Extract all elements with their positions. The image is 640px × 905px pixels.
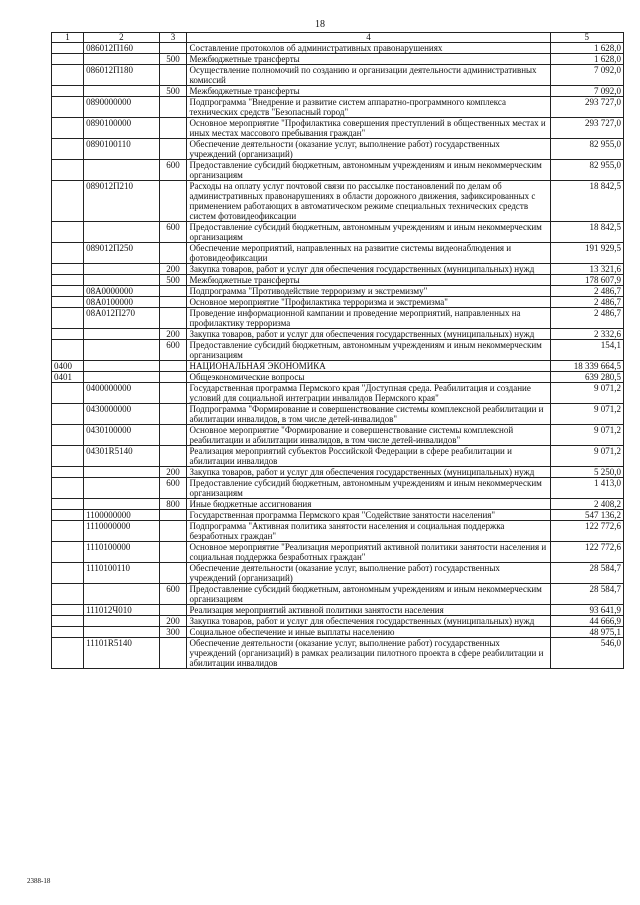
- cell-description: Закупка товаров, работ и услуг для обеспечения государственных (муниципальных) нужд: [187, 467, 550, 478]
- cell-amount: 28 584,7: [550, 563, 623, 584]
- cell-section-code: [52, 297, 84, 308]
- cell-expense-type: 200: [159, 467, 187, 478]
- table-row: [52, 329, 624, 340]
- table-row: [52, 275, 624, 286]
- cell-description: Обеспечение деятельности (оказание услуг, выполнение работ) государственных учреждений (организаций) в рамках реализации пилотного проекта в сфере реабилитации и абилитации инвалидов: [187, 638, 550, 669]
- header-col-5: 5: [550, 33, 623, 43]
- table-row: [52, 563, 624, 584]
- table-row: [52, 467, 624, 478]
- cell-description: Предоставление субсидий бюджетным, автономным учреждениям и иным некоммерческим организациям: [187, 584, 550, 605]
- table-row: [52, 605, 624, 616]
- cell-description: Общеэкономические вопросы: [187, 372, 550, 383]
- cell-expense-type: 200: [159, 329, 187, 340]
- cell-section-code: [52, 446, 84, 467]
- cell-description: Проведение информационной кампании и проведение мероприятий, направленных на профилактику терроризма: [187, 308, 550, 329]
- cell-description: Составление протоколов об административных правонарушениях: [187, 43, 550, 54]
- table-row: [52, 627, 624, 638]
- table-header: [52, 33, 624, 43]
- cell-target-code: [84, 616, 160, 627]
- cell-description: Межбюджетные трансферты: [187, 275, 550, 286]
- cell-target-code: 04301R5140: [84, 446, 160, 467]
- cell-target-code: 1100000000: [84, 510, 160, 521]
- cell-amount: 293 727,0: [550, 97, 623, 118]
- cell-amount: 82 955,0: [550, 139, 623, 160]
- cell-expense-type: 500: [159, 54, 187, 65]
- cell-section-code: [52, 329, 84, 340]
- cell-section-code: [52, 340, 84, 361]
- cell-description: Закупка товаров, работ и услуг для обеспечения государственных (муниципальных) нужд: [187, 616, 550, 627]
- cell-description: Предоставление субсидий бюджетным, автономным учреждениям и иным некоммерческим организациям: [187, 160, 550, 181]
- cell-amount: 28 584,7: [550, 584, 623, 605]
- cell-amount: 122 772,6: [550, 521, 623, 542]
- cell-expense-type: 200: [159, 264, 187, 275]
- cell-target-code: [84, 478, 160, 499]
- cell-section-code: [52, 383, 84, 404]
- cell-amount: 2 332,6: [550, 329, 623, 340]
- cell-amount: 9 071,2: [550, 383, 623, 404]
- cell-target-code: 1110100000: [84, 542, 160, 563]
- cell-description: Основное мероприятие "Формирование и совершенствование системы комплексной реабилитации и абилитации инвалидов, в том числе детей-инвалидов": [187, 425, 550, 446]
- header-col-1: 1: [52, 33, 84, 43]
- cell-section-code: [52, 425, 84, 446]
- cell-target-code: [84, 54, 160, 65]
- cell-expense-type: [159, 181, 187, 222]
- cell-amount: 48 975,1: [550, 627, 623, 638]
- cell-target-code: 0430100000: [84, 425, 160, 446]
- table-row: [52, 86, 624, 97]
- cell-target-code: [84, 627, 160, 638]
- cell-amount: 2 486,7: [550, 297, 623, 308]
- cell-expense-type: 500: [159, 275, 187, 286]
- cell-section-code: [52, 97, 84, 118]
- header-col-2: 2: [84, 33, 160, 43]
- cell-expense-type: [159, 383, 187, 404]
- cell-expense-type: [159, 139, 187, 160]
- table-row: [52, 372, 624, 383]
- cell-section-code: [52, 264, 84, 275]
- cell-section-code: 0400: [52, 361, 84, 372]
- cell-expense-type: [159, 243, 187, 264]
- cell-amount: 2 486,7: [550, 286, 623, 297]
- header-row: [52, 33, 624, 43]
- footer-code: 2388-18: [27, 877, 51, 885]
- cell-target-code: 1110000000: [84, 521, 160, 542]
- cell-expense-type: 600: [159, 160, 187, 181]
- cell-amount: 93 641,9: [550, 605, 623, 616]
- cell-expense-type: [159, 563, 187, 584]
- cell-expense-type: [159, 286, 187, 297]
- cell-expense-type: [159, 425, 187, 446]
- cell-section-code: [52, 499, 84, 510]
- cell-section-code: [52, 243, 84, 264]
- cell-target-code: 0400000000: [84, 383, 160, 404]
- cell-expense-type: [159, 510, 187, 521]
- table-row: [52, 118, 624, 139]
- cell-section-code: [52, 521, 84, 542]
- cell-description: Основное мероприятие "Реализация мероприятий активной политики занятости населения и социальная поддержка безработных граждан": [187, 542, 550, 563]
- cell-expense-type: 300: [159, 627, 187, 638]
- cell-target-code: [84, 275, 160, 286]
- cell-section-code: [52, 308, 84, 329]
- table-body: [52, 43, 624, 669]
- cell-expense-type: [159, 605, 187, 616]
- cell-expense-type: [159, 43, 187, 54]
- cell-section-code: [52, 404, 84, 425]
- cell-target-code: [84, 222, 160, 243]
- cell-target-code: [84, 160, 160, 181]
- cell-target-code: [84, 329, 160, 340]
- cell-amount: 13 321,6: [550, 264, 623, 275]
- cell-target-code: 086012П160: [84, 43, 160, 54]
- cell-section-code: [52, 542, 84, 563]
- cell-description: Закупка товаров, работ и услуг для обеспечения государственных (муниципальных) нужд: [187, 329, 550, 340]
- cell-expense-type: [159, 308, 187, 329]
- cell-expense-type: [159, 361, 187, 372]
- cell-description: Подпрограмма "Формирование и совершенствование системы комплексной реабилитации и абилитации инвалидов, в том числе детей-инвалидов": [187, 404, 550, 425]
- cell-amount: 293 727,0: [550, 118, 623, 139]
- cell-amount: 547 136,2: [550, 510, 623, 521]
- cell-amount: 1 413,0: [550, 478, 623, 499]
- cell-target-code: 0890100110: [84, 139, 160, 160]
- cell-amount: 82 955,0: [550, 160, 623, 181]
- budget-table: [51, 32, 624, 669]
- table-row: [52, 584, 624, 605]
- cell-description: Подпрограмма "Активная политика занятости населения и социальная поддержка безработных граждан": [187, 521, 550, 542]
- cell-amount: 18 339 664,5: [550, 361, 623, 372]
- table-row: [52, 308, 624, 329]
- table-row: [52, 340, 624, 361]
- table-row: [52, 521, 624, 542]
- cell-description: Государственная программа Пермского края "Доступная среда. Реабилитация и создание условий для социальной интеграции инвалидов Пермского края": [187, 383, 550, 404]
- cell-expense-type: [159, 446, 187, 467]
- cell-description: Предоставление субсидий бюджетным, автономным учреждениям и иным некоммерческим организациям: [187, 478, 550, 499]
- cell-description: Предоставление субсидий бюджетным, автономным учреждениям и иным некоммерческим организациям: [187, 340, 550, 361]
- cell-section-code: [52, 563, 84, 584]
- cell-amount: 639 280,5: [550, 372, 623, 383]
- cell-amount: 9 071,2: [550, 446, 623, 467]
- cell-description: Закупка товаров, работ и услуг для обеспечения государственных (муниципальных) нужд: [187, 264, 550, 275]
- cell-expense-type: 200: [159, 616, 187, 627]
- cell-expense-type: [159, 372, 187, 383]
- cell-target-code: 08А0000000: [84, 286, 160, 297]
- cell-description: Межбюджетные трансферты: [187, 86, 550, 97]
- page-number: 18: [315, 19, 325, 30]
- cell-expense-type: [159, 65, 187, 86]
- cell-amount: 154,1: [550, 340, 623, 361]
- cell-amount: 1 628,0: [550, 43, 623, 54]
- cell-expense-type: [159, 404, 187, 425]
- header-col-3: 3: [159, 33, 187, 43]
- cell-expense-type: 600: [159, 584, 187, 605]
- cell-amount: 9 071,2: [550, 425, 623, 446]
- cell-target-code: 089012П210: [84, 181, 160, 222]
- cell-expense-type: [159, 638, 187, 669]
- header-col-4: 4: [187, 33, 550, 43]
- cell-amount: 2 408,2: [550, 499, 623, 510]
- table-row: [52, 297, 624, 308]
- cell-amount: 44 666,9: [550, 616, 623, 627]
- cell-target-code: [84, 584, 160, 605]
- cell-description: Иные бюджетные ассигнования: [187, 499, 550, 510]
- cell-section-code: [52, 54, 84, 65]
- cell-target-code: 11101R5140: [84, 638, 160, 669]
- cell-amount: 1 628,0: [550, 54, 623, 65]
- cell-section-code: [52, 510, 84, 521]
- cell-section-code: [52, 160, 84, 181]
- cell-section-code: [52, 638, 84, 669]
- cell-expense-type: 800: [159, 499, 187, 510]
- cell-description: Обеспечение деятельности (оказание услуг, выполнение работ) государственных учреждений (организаций): [187, 139, 550, 160]
- table-row: [52, 181, 624, 222]
- table-row: [52, 383, 624, 404]
- cell-expense-type: [159, 521, 187, 542]
- cell-amount: 18 842,5: [550, 181, 623, 222]
- table-row: [52, 43, 624, 54]
- cell-section-code: [52, 467, 84, 478]
- cell-description: Обеспечение мероприятий, направленных на развитие системы видеонаблюдения и фотовидеофиксации: [187, 243, 550, 264]
- table-row: [52, 425, 624, 446]
- cell-description: Основное мероприятие "Профилактика терроризма и экстремизма": [187, 297, 550, 308]
- table-row: [52, 638, 624, 669]
- cell-expense-type: 600: [159, 340, 187, 361]
- cell-description: НАЦИОНАЛЬНАЯ ЭКОНОМИКА: [187, 361, 550, 372]
- cell-amount: 9 071,2: [550, 404, 623, 425]
- cell-target-code: 0890000000: [84, 97, 160, 118]
- cell-target-code: [84, 361, 160, 372]
- table-row: [52, 404, 624, 425]
- cell-target-code: [84, 86, 160, 97]
- cell-description: Межбюджетные трансферты: [187, 54, 550, 65]
- cell-target-code: 0890100000: [84, 118, 160, 139]
- cell-section-code: [52, 86, 84, 97]
- cell-section-code: [52, 118, 84, 139]
- cell-expense-type: 600: [159, 222, 187, 243]
- cell-description: Осуществление полномочий по созданию и организации деятельности административных комиссий: [187, 65, 550, 86]
- cell-amount: 546,0: [550, 638, 623, 669]
- cell-expense-type: 600: [159, 478, 187, 499]
- cell-expense-type: [159, 297, 187, 308]
- cell-expense-type: [159, 97, 187, 118]
- cell-expense-type: 500: [159, 86, 187, 97]
- cell-expense-type: [159, 118, 187, 139]
- cell-amount: 122 772,6: [550, 542, 623, 563]
- cell-amount: 178 607,9: [550, 275, 623, 286]
- cell-amount: 18 842,5: [550, 222, 623, 243]
- cell-description: Предоставление субсидий бюджетным, автономным учреждениям и иным некоммерческим организациям: [187, 222, 550, 243]
- cell-section-code: [52, 605, 84, 616]
- table-row: [52, 499, 624, 510]
- cell-target-code: [84, 264, 160, 275]
- cell-target-code: 08А012П270: [84, 308, 160, 329]
- cell-expense-type: [159, 542, 187, 563]
- cell-description: Государственная программа Пермского края "Содействие занятости населения": [187, 510, 550, 521]
- cell-description: Расходы на оплату услуг почтовой связи по рассылке постановлений по делам об административных правонарушениях в области дорожного движения, зафиксированных с применением работающих в автоматическом режиме специальных технических средств систем фотовидеофиксации: [187, 181, 550, 222]
- cell-section-code: [52, 181, 84, 222]
- cell-description: Социальное обеспечение и иные выплаты населению: [187, 627, 550, 638]
- cell-section-code: [52, 43, 84, 54]
- table-row: [52, 97, 624, 118]
- table-row: [52, 65, 624, 86]
- cell-section-code: [52, 286, 84, 297]
- table-row: [52, 243, 624, 264]
- cell-target-code: [84, 467, 160, 478]
- cell-section-code: [52, 275, 84, 286]
- cell-target-code: 086012П180: [84, 65, 160, 86]
- table-row: [52, 616, 624, 627]
- cell-section-code: [52, 139, 84, 160]
- cell-target-code: 111012Ч010: [84, 605, 160, 616]
- cell-amount: 2 486,7: [550, 308, 623, 329]
- cell-target-code: 089012П250: [84, 243, 160, 264]
- table-row: [52, 510, 624, 521]
- cell-description: Подпрограмма "Внедрение и развитие систем аппаратно-программного комплекса технических средств "Безопасный город": [187, 97, 550, 118]
- table-row: [52, 478, 624, 499]
- table-row: [52, 361, 624, 372]
- cell-target-code: 0430000000: [84, 404, 160, 425]
- cell-section-code: [52, 222, 84, 243]
- cell-target-code: [84, 372, 160, 383]
- table-row: [52, 54, 624, 65]
- table-row: [52, 264, 624, 275]
- cell-section-code: [52, 584, 84, 605]
- cell-amount: 7 092,0: [550, 86, 623, 97]
- table-row: [52, 286, 624, 297]
- cell-target-code: [84, 499, 160, 510]
- cell-description: Реализация мероприятий субъектов Российской Федерации в сфере реабилитации и абилитации инвалидов: [187, 446, 550, 467]
- cell-target-code: 1110100110: [84, 563, 160, 584]
- cell-amount: 191 929,5: [550, 243, 623, 264]
- cell-description: Основное мероприятие "Профилактика совершения преступлений в общественных местах и иных местах массового пребывания граждан": [187, 118, 550, 139]
- cell-description: Подпрограмма "Противодействие терроризму и экстремизму": [187, 286, 550, 297]
- table-row: [52, 542, 624, 563]
- cell-section-code: [52, 627, 84, 638]
- table-row: [52, 139, 624, 160]
- cell-target-code: [84, 340, 160, 361]
- table-row: [52, 446, 624, 467]
- table-row: [52, 160, 624, 181]
- cell-amount: 7 092,0: [550, 65, 623, 86]
- cell-section-code: [52, 65, 84, 86]
- table-row: [52, 222, 624, 243]
- cell-section-code: [52, 478, 84, 499]
- cell-description: Обеспечение деятельности (оказание услуг, выполнение работ) государственных учреждений (организаций): [187, 563, 550, 584]
- cell-section-code: [52, 616, 84, 627]
- cell-target-code: 08А0100000: [84, 297, 160, 308]
- cell-amount: 5 250,0: [550, 467, 623, 478]
- cell-section-code: 0401: [52, 372, 84, 383]
- cell-description: Реализация мероприятий активной политики занятости населения: [187, 605, 550, 616]
